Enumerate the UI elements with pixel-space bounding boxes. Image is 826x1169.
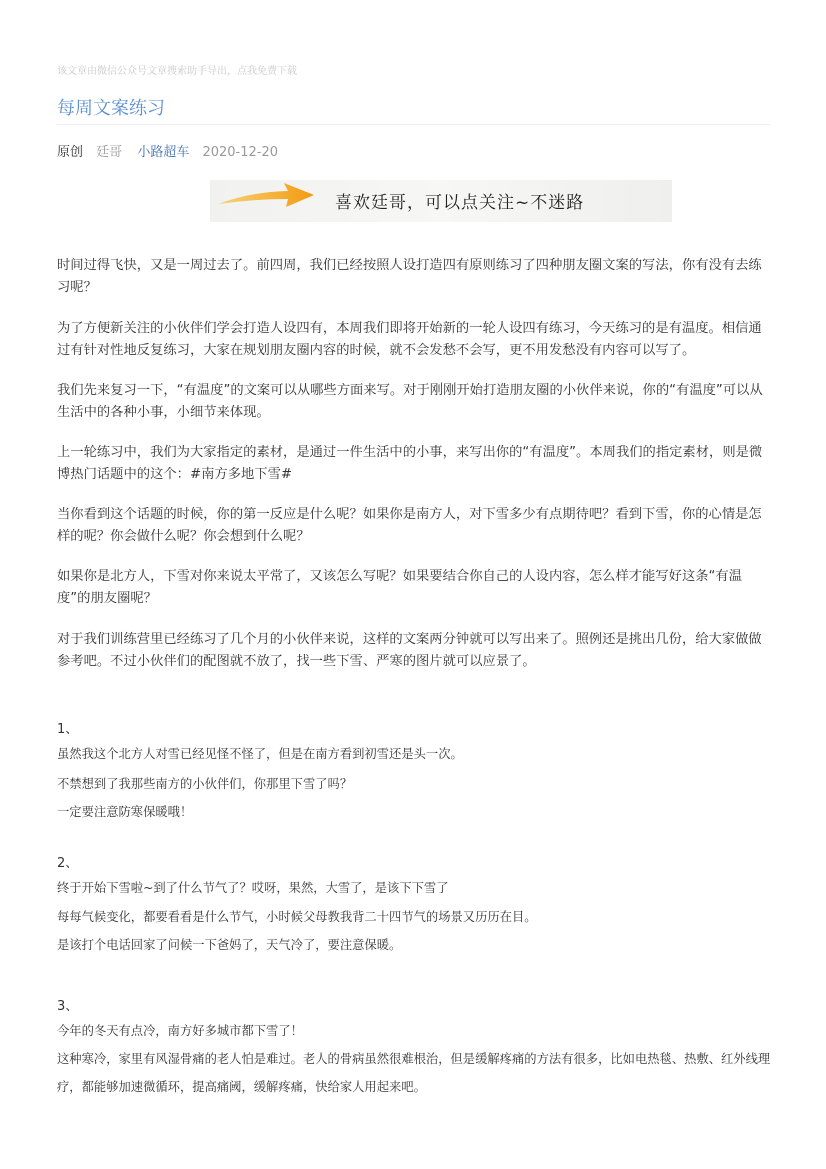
export-notice-link[interactable]: 该文章由微信公众号文章搜索助手导出，点我免费下载 bbox=[57, 66, 297, 77]
paragraph-examples: 对于我们训练营里已经练习了几个月的小伙伴来说，这样的文案两分钟就可以写出来了。照例还是挑出几份，给大家做做参考吧。不过小伙伴们的配图就不放了，找一些下雪、严寒的图片就可以应景了。 bbox=[57, 632, 762, 669]
sample-line: 虽然我这个北方人对雪已经见怪不怪了，但是在南方看到初雪还是头一次。 bbox=[57, 747, 463, 761]
sample-line: 一定要注意防寒保暖哦！ bbox=[57, 805, 193, 819]
sample-line: 是该打个电话回家了问候一下爸妈了，天气冷了，要注意保暖。 bbox=[57, 938, 402, 952]
title-divider bbox=[57, 124, 770, 125]
sample-line: 不禁想到了我那些南方的小伙伴们，你那里下雪了吗？ bbox=[57, 777, 353, 791]
paragraph-review: 我们先来复习一下，“有温度”的文案可以从哪些方面来写。对于刚刚开始打造朋友圈的小伙伴来说，你的“有温度”可以从生活中的各种小事，小细节来体现。 bbox=[57, 383, 763, 420]
article-meta bbox=[57, 141, 287, 160]
paragraph-purpose: 为了方便新关注的小伙伴们学会打造人设四有，本周我们即将开始新的一轮人设四有练习，今天练习的是有温度。相信通过有针对性地反复练习，大家在规划朋友圈内容的时候，就不会发愁不会写，更不用发愁没有内容可以写了。 bbox=[57, 321, 762, 358]
paragraph-north: 如果你是北方人，下雪对你来说太平常了，又该怎么写呢？如果要结合你自己的人设内容，怎么样才能写好这条“有温度”的朋友圈呢？ bbox=[57, 569, 743, 606]
article-title: 每周文案练习 bbox=[57, 98, 165, 119]
sample-number: 3、 bbox=[57, 999, 79, 1014]
publish-date: 2020-12-20 bbox=[202, 145, 279, 160]
sample-number: 2、 bbox=[57, 856, 79, 871]
account-name-link[interactable]: 小路超车 bbox=[137, 145, 190, 160]
sample-line: 今年的冬天有点冷，南方好多城市都下雪了！ bbox=[57, 1024, 303, 1038]
arrow-icon bbox=[210, 180, 350, 222]
paragraph-topic: 上一轮练习中，我们为大家指定的素材，是通过一件生活中的小事，来写出你的“有温度”。本周我们的指定素材，则是微博热门话题中的这个：#南方多地下雪# bbox=[57, 445, 763, 482]
paragraph-intro: 时间过得飞快，又是一周过去了。前四周，我们已经按照人设打造四有原则练习了四种朋友圈文案的写法，你有没有去练习呢？ bbox=[57, 258, 762, 295]
paragraph-south: 当你看到这个话题的时候，你的第一反应是什么呢？如果你是南方人，对下雪多少有点期待吧？看到下雪，你的心情是怎样的呢？你会做什么呢？你会想到什么呢？ bbox=[57, 507, 762, 544]
banner-text: 喜欢廷哥，可以点关注~不迷路 bbox=[335, 193, 585, 213]
author-name: 廷哥 bbox=[96, 145, 123, 160]
sample-line: 每每气候变化，都要看看是什么节气，小时候父母教我背二十四节气的场景又历历在目。 bbox=[57, 910, 537, 924]
sample-number: 1、 bbox=[57, 722, 79, 737]
follow-banner bbox=[210, 180, 672, 222]
original-label: 原创 bbox=[57, 145, 84, 160]
sample-line: 这种寒冷，家里有风湿骨痛的老人怕是难过。老人的骨病虽然很难根治，但是缓解疼痛的方法有很多，比如电热毯、热敷、红外线理疗，都能够加速微循环，提高痛阈，缓解疼痛，快给家人用起来吧。 bbox=[57, 1052, 771, 1094]
sample-line: 终于开始下雪啦~到了什么节气了？哎呀，果然，大雪了，是该下下雪了 bbox=[57, 881, 449, 895]
